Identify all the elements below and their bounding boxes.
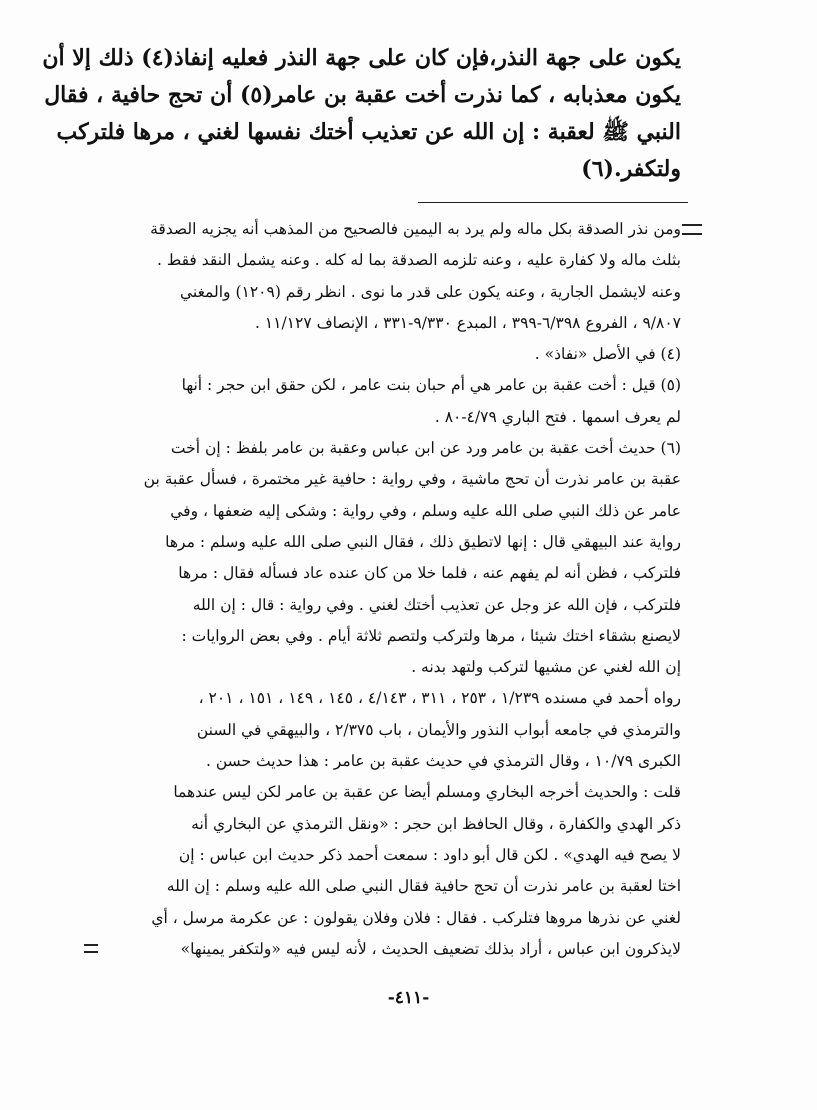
main-text-line: يكون على جهة النذر،فإن كان على جهة النذر فعليه إنفاذ(٤) ذلك إلا أن: [42, 45, 681, 71]
footnote-line: عقبة بن عامر نذرت أن تحج ماشية ، وفي رواية : حافية غير مختمرة ، فسأل عقبة بن: [143, 470, 681, 489]
footnote-line: فلتركب ، فظن أنه لم يفهم عنه ، فلما خلا من كان عنده عاد فسأله فقال : مرها: [178, 564, 681, 583]
main-text-line: ولتكفر.(٦): [581, 156, 681, 182]
footnotes: [96, 214, 681, 965]
footnote-line: فلتركب ، فإن الله عز وجل عن تعذيب أختك لغني . وفي رواية : قال : إن الله: [192, 595, 681, 614]
continuation-marker: [682, 224, 702, 235]
footnote-line: إن الله لغني عن مشيها لتركب ولتهد بدنه .: [411, 658, 681, 677]
footnote-line: لايذكرون ابن عباس ، أراد بذلك تضعيف الحديث ، لأنه ليس فيه «ولتكفر يمينها»: [180, 939, 681, 958]
footnote-line: رواية عند البيهقي قال : إنها لاتطيق ذلك ، فقال النبي صلى الله عليه وسلم : مرها: [165, 532, 681, 551]
footnote-line: (٥) قيل : أخت عقبة بن عامر هي أم حبان بنت عامر ، لكن حقق ابن حجر : أنها: [181, 376, 681, 395]
footnote-line: لم يعرف اسمها . فتح الباري ٤/٧٩-٨٠ .: [434, 407, 681, 426]
footnote-line: ٩/٨٠٧ ، الفروع ٦/٣٩٨-٣٩٩ ، المبدع ٩/٣٣٠-٣٣١ ، الإنصاف ١١/١٢٧ .: [254, 313, 681, 332]
main-text: [42, 40, 681, 188]
footnote-line: (٤) في الأصل «نفاذ» .: [534, 345, 681, 364]
footnote-line: (٦) حديث أخت عقبة بن عامر ورد عن ابن عباس وعقبة بن عامر بلفظ : إن أخت: [170, 439, 681, 458]
footnote-line: قلت : والحديث أخرجه البخاري ومسلم أيضا عن عقبة بن عامر لكن ليس عندهما: [173, 783, 681, 802]
footnote-separator: [418, 202, 688, 203]
main-text-line: النبي ﷺ لعقبة : إن الله عن تعذيب أختك نفسها لغني ، مرها فلتركب: [56, 119, 681, 145]
footnote-line: لايصنع بشقاء اختك شيئا ، مرها ولتركب ولتصم ثلاثة أيام . وفي بعض الروايات :: [181, 626, 681, 645]
footnote-line: بثلث ماله ولا كفارة عليه ، وعنه تلزمه الصدقة بما له كله . وعنه يشمل النقد فقط .: [157, 251, 681, 270]
footnote-line: ومن نذر الصدقة بكل ماله ولم يرد به اليمين فالصحيح من المذهب أنه يجزيه الصدقة: [150, 220, 681, 238]
page-number: -٤١١-: [387, 988, 430, 1008]
footnote-line: ذكر الهدي والكفارة ، وقال الحافظ ابن حجر : «ونقل الترمذي عن البخاري أنه: [191, 814, 681, 833]
main-text-line: يكون معذبابه ، كما نذرت أخت عقبة بن عامر(٥) أن تحج حافية ، فقال: [44, 82, 681, 108]
footnote-line: عامر عن ذلك النبي صلى الله عليه وسلم ، وفي رواية : وشكى إليه ضعفها ، وفي: [170, 501, 681, 520]
footnote-line: رواه أحمد في مسنده ١/٢٣٩ ، ٢٥٣ ، ٣١١ ، ٤/١٤٣ ، ١٤٥ ، ١٤٩ ، ١٥١ ، ٢٠١ ،: [198, 689, 681, 708]
continuation-end-marker: [84, 944, 98, 953]
footnote-line: لغني عن نذرها مروها فتلركب . فقال : فلان وفلان يقولون : عن عكرمة مرسل ، أي: [151, 908, 681, 927]
footnote-line: الكبرى ١٠/٧٩ ، وقال الترمذي في حديث عقبة بن عامر : هذا حديث حسن .: [205, 752, 681, 771]
footnote-line: لا يصح فيه الهدي» . لكن قال أبو داود : سمعت أحمد ذكر حديث ابن عباس : إن: [178, 845, 681, 864]
footnote-line: اختا لعقبة بن عامر نذرت أن تحج حافية فقال النبي صلى الله عليه وسلم : إن الله: [166, 877, 681, 896]
footnote-line: والترمذي في جامعه أبواب النذور والأيمان ، باب ٢/٣٧٥ ، والبيهقي في السنن: [196, 720, 681, 739]
footnote-line: وعنه لايشمل الجارية ، وعنه يكون على قدر ما نوى . انظر رقم (١٢٠٩) والمغني: [179, 282, 681, 301]
